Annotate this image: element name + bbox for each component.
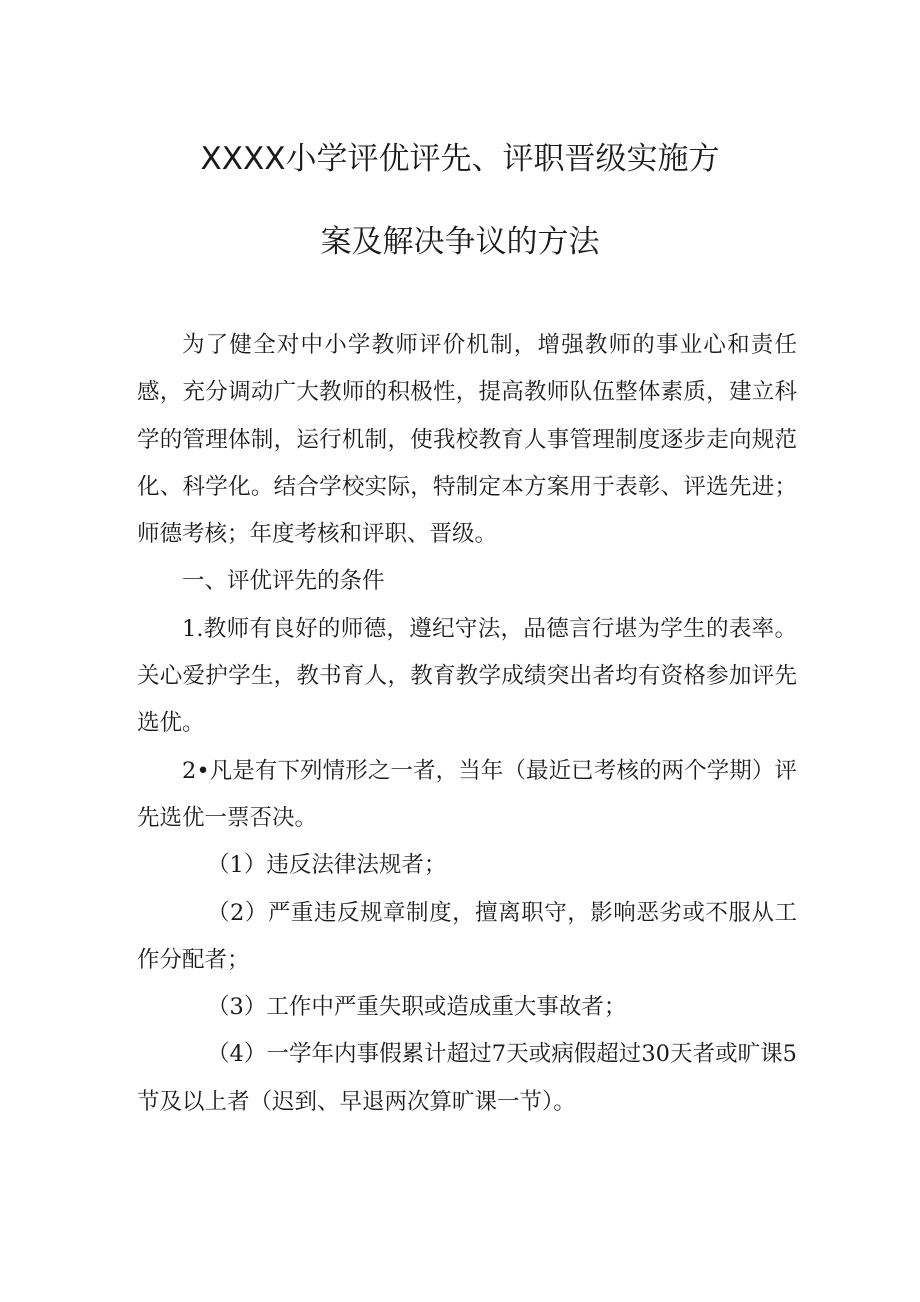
document-title-line-1: XXXX小学评优评先、评职晋级实施方 [200,141,720,177]
document-body [137,322,797,1126]
veto-sub-item-3: （3）工作中严重失职或造成重大事故者； [207,994,627,1021]
veto-sub-item-1: （1）违反法律法规者； [207,852,447,879]
intro-paragraph: 为了健全对中小学教师评价机制，增强教师的事业心和责任感，充分调动广大教师的积极性，提高教师队伍整体素质，建立科学的管理体制，运行机制，使我校教育人事管理制度逐步走向规范化、科学化。结合学校实际，特制定本方案用于表彰、评选先进；师德考核；年度考核和评职、晋级。 [137,332,797,548]
condition-item-1: 1.教师有良好的师德，遵纪守法，品德言行堪为学生的表率。关心爱护学生，教书育人，教育教学成绩突出者均有资格参加评先选优。 [137,615,797,737]
veto-sub-item-4: （4）一学年内事假累计超过7天或病假超过30天者或旷课5节及以上者（迟到、早退两次算旷课一节）。 [137,1041,797,1115]
condition-item-2: 2•凡是有下列情形之一者，当年（最近已考核的两个学期）评先选优一票否决。 [137,757,797,831]
veto-sub-item-2: （2）严重违反规章制度，擅离职守，影响恶劣或不服从工作分配者； [137,899,797,973]
section-heading-1: 一、评优评先的条件 [182,568,385,595]
document-title-line-2: 案及解决争议的方法 [320,224,600,260]
